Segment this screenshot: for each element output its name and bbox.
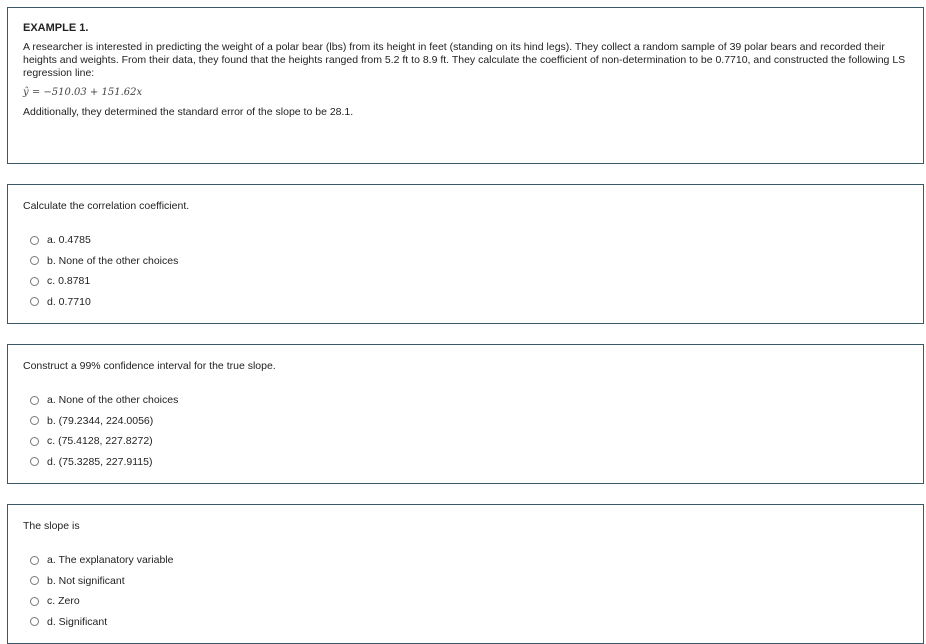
radio-button[interactable] [30,416,39,425]
radio-button[interactable] [30,396,39,405]
option-label: c. Zero [47,595,80,608]
question-2-panel [7,344,924,484]
radio-button[interactable] [30,457,39,466]
option-label: d. 0.7710 [47,295,91,308]
radio-button[interactable] [30,597,39,606]
radio-button[interactable] [30,236,39,245]
option-label: b. None of the other choices [47,254,179,267]
q3-option-a[interactable] [30,550,173,571]
q1-option-d[interactable] [30,292,178,313]
q1-option-a[interactable] [30,230,178,251]
option-label: a. The explanatory variable [47,554,174,567]
radio-button[interactable] [30,277,39,286]
radio-button[interactable] [30,576,39,585]
example-paragraph: A researcher is interested in predicting the weight of a polar bear (lbs) from its height in feet (standing on its hind legs). They collect a random sample of 39 polar bears and recorded their heights and weights. From their data, they found that the heights ranged from 5.2 ft to 8.9 ft. They calculate the coefficient of non-determination to be 0.7710, and constructed the following LS regression line: [23,41,906,79]
option-label: d. Significant [47,615,108,628]
question-2-text: Construct a 99% confidence interval for the true slope. [23,360,276,372]
radio-button[interactable] [30,256,39,265]
question-3-text: The slope is [23,520,80,532]
question-2-options [30,390,178,472]
regression-equation: ŷ = −510.03 + 151.62x [23,87,143,98]
q1-option-b[interactable] [30,251,178,272]
option-label: b. (79.2344, 224.0056) [47,414,154,427]
option-label: a. 0.4785 [47,234,91,247]
radio-button[interactable] [30,556,39,565]
q3-option-c[interactable] [30,591,173,612]
option-label: c. (75.4128, 227.8272) [47,435,153,448]
q3-option-d[interactable] [30,612,173,633]
option-label: c. 0.8781 [47,275,91,288]
q2-option-a[interactable] [30,390,178,411]
q1-option-c[interactable] [30,271,178,292]
example-note: Additionally, they determined the standard error of the slope to be 28.1. [23,106,354,118]
radio-button[interactable] [30,617,39,626]
example-title: EXAMPLE 1. [23,22,89,34]
q2-option-c[interactable] [30,431,178,452]
question-1-panel [7,184,924,324]
radio-button[interactable] [30,297,39,306]
q2-option-b[interactable] [30,411,178,432]
option-label: a. None of the other choices [47,394,179,407]
q2-option-d[interactable] [30,452,178,473]
question-3-options [30,550,173,632]
question-3-panel [7,504,924,644]
example-panel [7,7,924,164]
question-1-options [30,230,178,312]
question-1-text: Calculate the correlation coefficient. [23,200,190,212]
option-label: b. Not significant [47,574,125,587]
radio-button[interactable] [30,437,39,446]
q3-option-b[interactable] [30,571,173,592]
option-label: d. (75.3285, 227.9115) [47,455,153,468]
